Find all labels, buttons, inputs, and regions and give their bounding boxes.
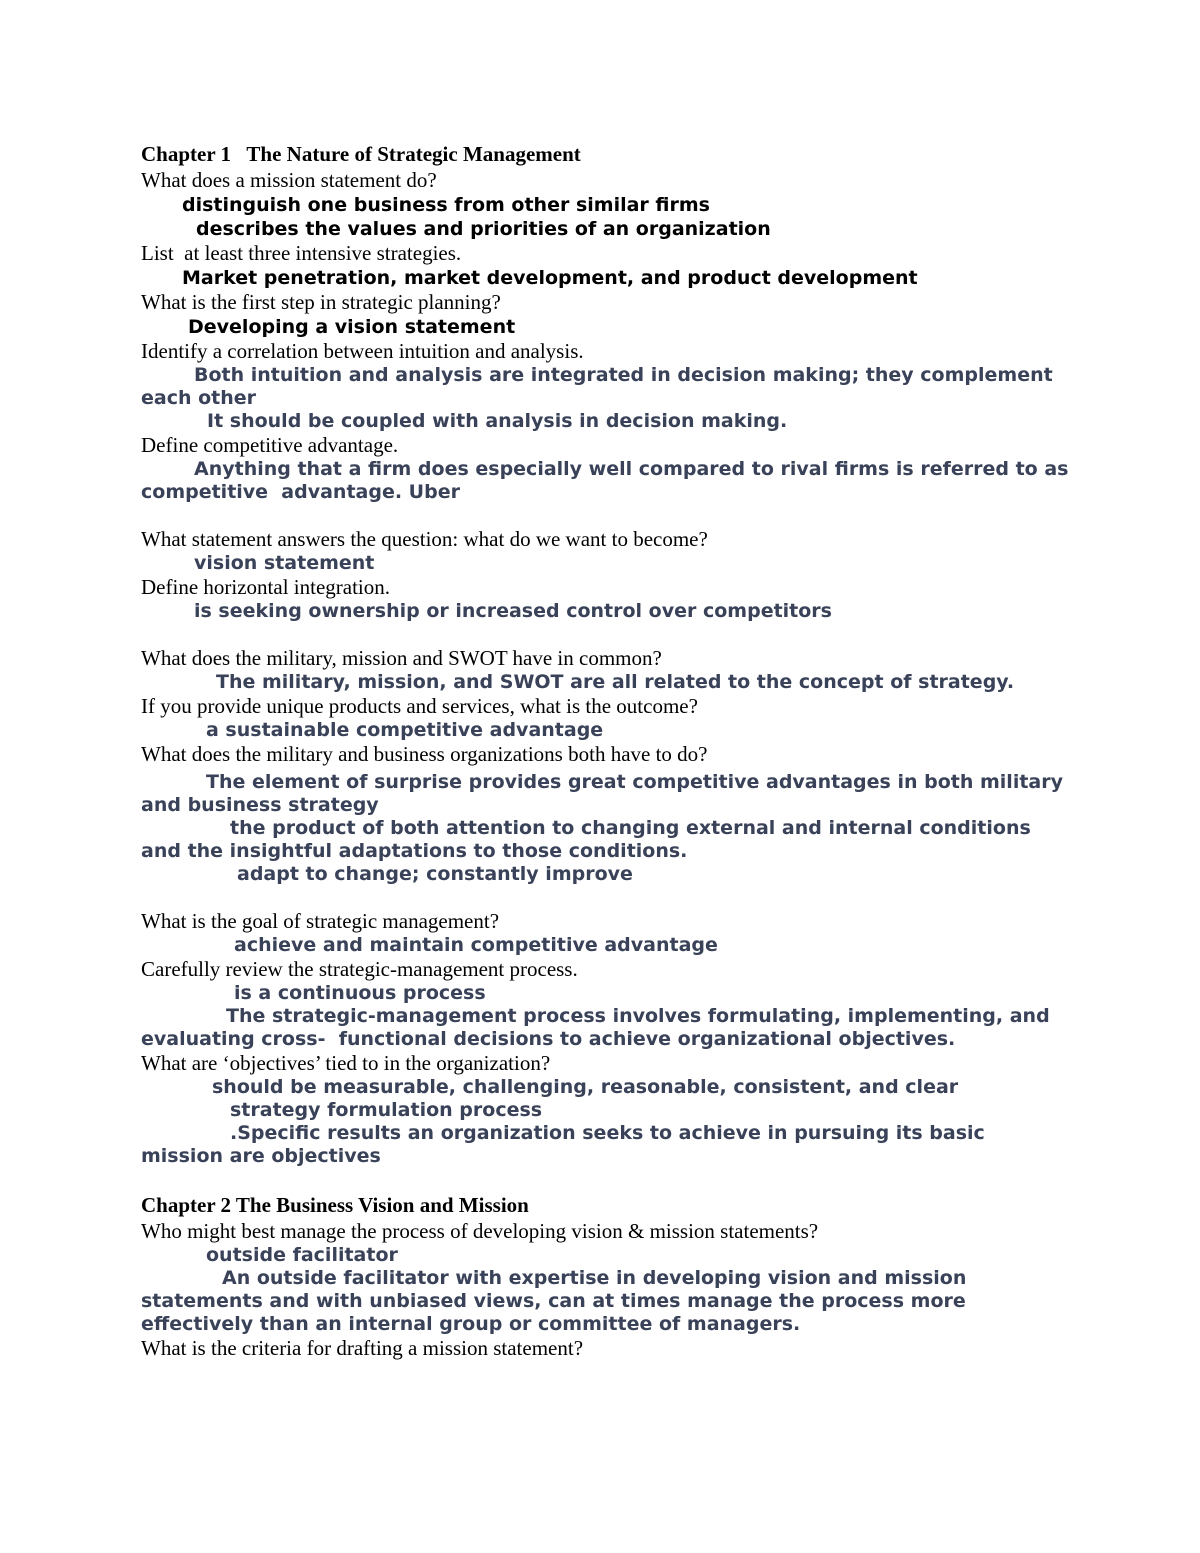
answer-line: achieve and maintain competitive advantage [234, 934, 718, 956]
chapter-1-heading: Chapter 1 The Nature of Strategic Management [141, 142, 581, 166]
answer-line: It should be coupled with analysis in decision making. [207, 410, 788, 432]
blank-line [141, 1168, 1071, 1191]
answer-line: Anything that a firm does especially well compared to rival firms is referred to as competitive advantage. Uber [141, 458, 1076, 503]
answer-line: strategy formulation process [230, 1099, 543, 1121]
answer-line: An outside facilitator with expertise in developing vision and mission statements and with unbiased views, can at times manage the process more effectively than an internal group or committee of managers. [141, 1267, 973, 1335]
question-review-process: Carefully review the strategic-management process. [141, 957, 578, 981]
question-intensive-strategies: List at least three intensive strategies. [141, 241, 462, 265]
answer-line: is seeking ownership or increased control over competitors [194, 600, 832, 622]
answer-line: distinguish one business from other similar firms [182, 194, 710, 216]
question-military-business: What does the military and business organizations both have to do? [141, 742, 708, 766]
blank-line [141, 623, 1071, 646]
question-intuition-analysis: Identify a correlation between intuition and analysis. [141, 339, 584, 363]
document-page [141, 140, 1076, 1361]
question-horizontal-integration: Define horizontal integration. [141, 575, 390, 599]
answer-line: Developing a vision statement [188, 316, 516, 338]
question-vision-mission-manager: Who might best manage the process of developing vision & mission statements? [141, 1219, 819, 1243]
answer-line: a sustainable competitive advantage [206, 719, 604, 741]
question-military-mission-swot: What does the military, mission and SWOT have in common? [141, 646, 662, 670]
answer-line: The strategic-management process involves formulating, implementing, and evaluating cross- functional decisions to achieve organizational objectives. [141, 1005, 1057, 1050]
answer-line: .Specific results an organization seeks to achieve in pursuing its basic mission are objectives [141, 1122, 992, 1167]
answer-line: vision statement [194, 552, 375, 574]
answer-line: outside facilitator [206, 1244, 398, 1266]
answer-line: Market penetration, market development, and product development [182, 267, 918, 289]
question-what-to-become: What statement answers the question: what do we want to become? [141, 527, 708, 551]
answer-line: Both intuition and analysis are integrated in decision making; they complement each other [141, 364, 1060, 409]
answer-line: is a continuous process [234, 982, 486, 1004]
answer-line: The military, mission, and SWOT are all related to the concept of strategy. [216, 671, 1015, 693]
answer-line: the product of both attention to changing external and internal conditions and the insightful adaptations to those conditions. [141, 817, 1038, 862]
question-objectives: What are ‘objectives’ tied to in the organization? [141, 1051, 551, 1075]
answer-line: describes the values and priorities of an organization [196, 218, 771, 240]
blank-line [141, 886, 1071, 909]
answer-line: adapt to change; constantly improve [237, 863, 633, 885]
question-goal-strategic-management: What is the goal of strategic management? [141, 909, 500, 933]
question-mission-statement: What does a mission statement do? [141, 168, 437, 192]
question-mission-criteria: What is the criteria for drafting a mission statement? [141, 1336, 584, 1360]
blank-line [141, 504, 1071, 527]
question-first-step: What is the first step in strategic planning? [141, 290, 501, 314]
answer-line: The element of surprise provides great competitive advantages in both military and business strategy [141, 771, 1070, 816]
question-unique-products: If you provide unique products and services, what is the outcome? [141, 694, 698, 718]
answer-line: should be measurable, challenging, reasonable, consistent, and clear [212, 1076, 959, 1098]
chapter-2-heading: Chapter 2 The Business Vision and Mission [141, 1193, 529, 1217]
question-competitive-advantage: Define competitive advantage. [141, 433, 399, 457]
